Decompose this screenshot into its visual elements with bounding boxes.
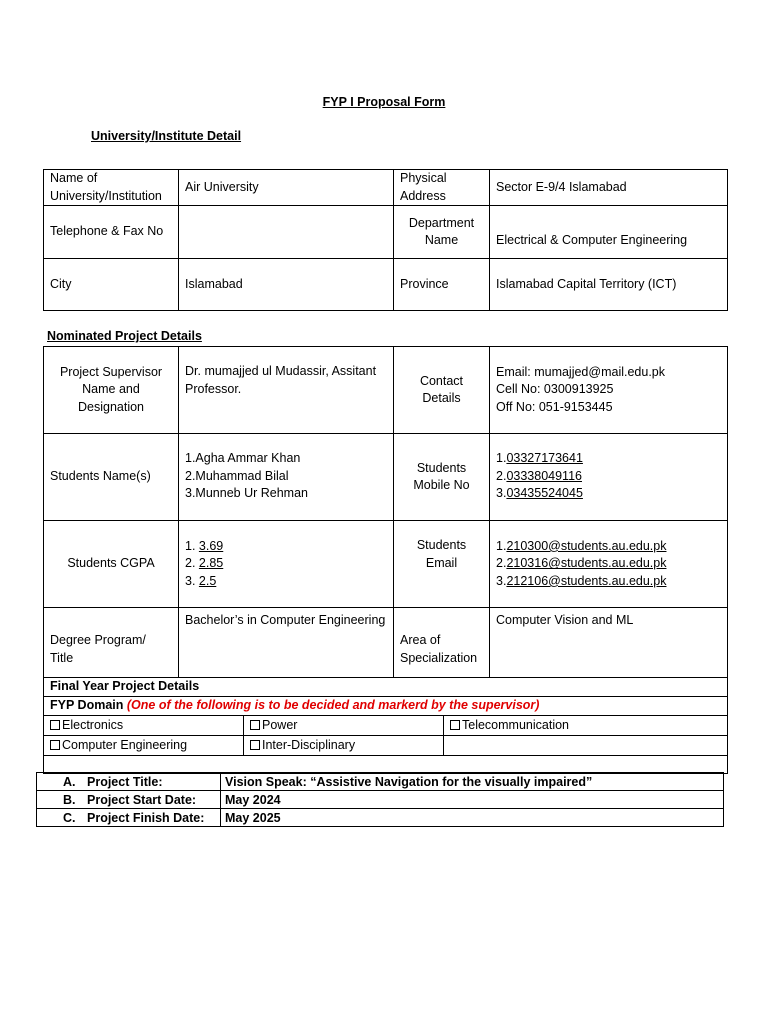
option-telecommunication[interactable] — [444, 716, 728, 736]
degree-value: Bachelor’s in Computer Engineering — [179, 608, 394, 678]
university-name-label: Name of University/Institution — [44, 170, 179, 206]
telephone-value — [179, 206, 394, 259]
project-detail-table — [43, 346, 728, 678]
table-row — [37, 791, 724, 809]
table-row — [44, 736, 728, 756]
list-number: 2. — [496, 556, 507, 571]
fyp-domain-label: FYP Domain — [50, 698, 124, 713]
area-label: Area of Specialization — [394, 608, 490, 678]
contact-label: Contact Details — [394, 347, 490, 434]
list-letter: C. — [63, 810, 76, 825]
list-number: 1. — [496, 451, 507, 465]
project-finish-value: May 2025 — [221, 809, 724, 827]
supervisor-label: Project Supervisor Name and Designation — [44, 347, 179, 434]
table-row — [44, 716, 728, 736]
option-label: Power — [262, 717, 298, 732]
form-title: FYP I Proposal Form — [322, 95, 446, 109]
email-entry — [496, 538, 721, 556]
university-section-heading: University/Institute Detail — [91, 129, 242, 143]
table-row — [37, 809, 724, 827]
student-name: 1.Agha Ammar Khan — [185, 451, 301, 465]
contact-email: Email: mumajjed@mail.edu.pk — [496, 364, 666, 379]
students-names — [179, 434, 394, 521]
fyp-domain-note: (One of the following is to be decided and markerd by the supervisor) — [126, 698, 540, 713]
empty-row — [44, 756, 728, 774]
contact-details — [490, 347, 728, 434]
table-row — [44, 697, 728, 716]
degree-label: Degree Program/ Title — [44, 608, 179, 678]
fyp-domain-table — [43, 677, 728, 774]
option-computer-engineering[interactable] — [44, 736, 244, 756]
list-number: 3. — [496, 573, 507, 588]
option-label: Telecommunication — [462, 717, 569, 732]
project-title-value: Vision Speak: “Assistive Navigation for the visually impaired” — [221, 773, 724, 791]
email-link[interactable]: 210316@students.au.edu.pk — [506, 556, 667, 571]
list-letter: B. — [63, 792, 76, 807]
label-text: Project Start Date: — [87, 792, 197, 807]
physical-address-value: Sector E-9/4 Islamabad — [490, 170, 728, 206]
option-power[interactable] — [244, 716, 444, 736]
cgpa-values — [179, 521, 394, 608]
table-row — [44, 434, 728, 521]
list-number: 2. — [496, 468, 507, 483]
telephone-label: Telephone & Fax No — [44, 206, 179, 259]
mobile-number[interactable]: 03435524045 — [506, 486, 583, 500]
cgpa-entry — [185, 573, 387, 591]
option-label: Electronics — [62, 717, 124, 732]
project-info-table — [36, 772, 724, 827]
students-email-label: Students Email — [394, 521, 490, 608]
cgpa-value: 2.85 — [198, 556, 224, 571]
table-row — [44, 259, 728, 311]
table-row — [44, 608, 728, 678]
university-detail-table — [43, 169, 728, 311]
contact-office: Off No: 051-9153445 — [496, 399, 613, 414]
label-text: Project Finish Date: — [87, 810, 205, 825]
list-letter: A. — [63, 774, 76, 789]
city-label: City — [44, 259, 179, 311]
option-label: Computer Engineering — [62, 737, 188, 752]
email-entry — [496, 555, 721, 573]
table-row — [44, 678, 728, 697]
city-value: Islamabad — [179, 259, 394, 311]
table-row — [37, 773, 724, 791]
cgpa-value: 3.69 — [198, 538, 224, 553]
mobile-entry — [496, 450, 721, 468]
table-row — [44, 521, 728, 608]
project-section-heading: Nominated Project Details — [47, 329, 202, 343]
option-label: Inter-Disciplinary — [262, 737, 356, 752]
university-name-value: Air University — [179, 170, 394, 206]
list-number: 2. — [185, 556, 199, 571]
fyp-domain-row — [44, 697, 728, 716]
email-link[interactable]: 212106@students.au.edu.pk — [506, 573, 667, 588]
mobile-entry — [496, 468, 721, 486]
list-number: 1. — [185, 538, 199, 553]
list-number: 1. — [496, 538, 507, 553]
fyp-details-heading: Final Year Project Details — [44, 678, 728, 697]
supervisor-value: Dr. mumajjed ul Mudassir, Assitant Professor. — [179, 347, 394, 434]
department-value: Electrical & Computer Engineering — [490, 206, 728, 259]
contact-cell: Cell No: 0300913925 — [496, 382, 614, 397]
province-label: Province — [394, 259, 490, 311]
option-inter-disciplinary[interactable] — [244, 736, 444, 756]
list-number: 3. — [496, 486, 507, 500]
cgpa-label: Students CGPA — [44, 521, 179, 608]
table-row — [44, 170, 728, 206]
mobile-entry — [496, 485, 721, 503]
label-text: Project Title: — [87, 774, 163, 789]
option-electronics[interactable] — [44, 716, 244, 736]
table-row — [44, 347, 728, 434]
project-title-label — [37, 773, 221, 791]
area-value: Computer Vision and ML — [490, 608, 728, 678]
cgpa-entry — [185, 555, 387, 573]
project-start-label — [37, 791, 221, 809]
checkbox-icon[interactable] — [450, 720, 460, 730]
students-emails — [490, 521, 728, 608]
checkbox-icon[interactable] — [50, 720, 60, 730]
province-value: Islamabad Capital Territory (ICT) — [490, 259, 728, 311]
checkbox-icon[interactable] — [50, 740, 60, 750]
mobile-number[interactable]: 03338049116 — [506, 468, 582, 483]
project-finish-label — [37, 809, 221, 827]
table-row — [44, 206, 728, 259]
department-label: Department Name — [394, 206, 490, 259]
students-names-label: Students Name(s) — [44, 434, 179, 521]
project-start-value: May 2024 — [221, 791, 724, 809]
checkbox-icon[interactable] — [250, 720, 260, 730]
email-entry — [496, 573, 721, 591]
cgpa-entry — [185, 538, 387, 556]
empty-cell — [444, 736, 728, 756]
students-mobiles — [490, 434, 728, 521]
list-number: 3. — [185, 573, 199, 588]
checkbox-icon[interactable] — [250, 740, 260, 750]
table-row — [44, 756, 728, 774]
student-name: 2.Muhammad Bilal — [185, 468, 289, 483]
physical-address-label: Physical Address — [394, 170, 490, 206]
student-name: 3.Munneb Ur Rehman — [185, 486, 308, 500]
mobile-number[interactable]: 03327173641 — [506, 451, 583, 465]
cgpa-value: 2.5 — [198, 573, 217, 588]
email-link[interactable]: 210300@students.au.edu.pk — [506, 538, 667, 553]
students-mobile-label: Students Mobile No — [394, 434, 490, 521]
